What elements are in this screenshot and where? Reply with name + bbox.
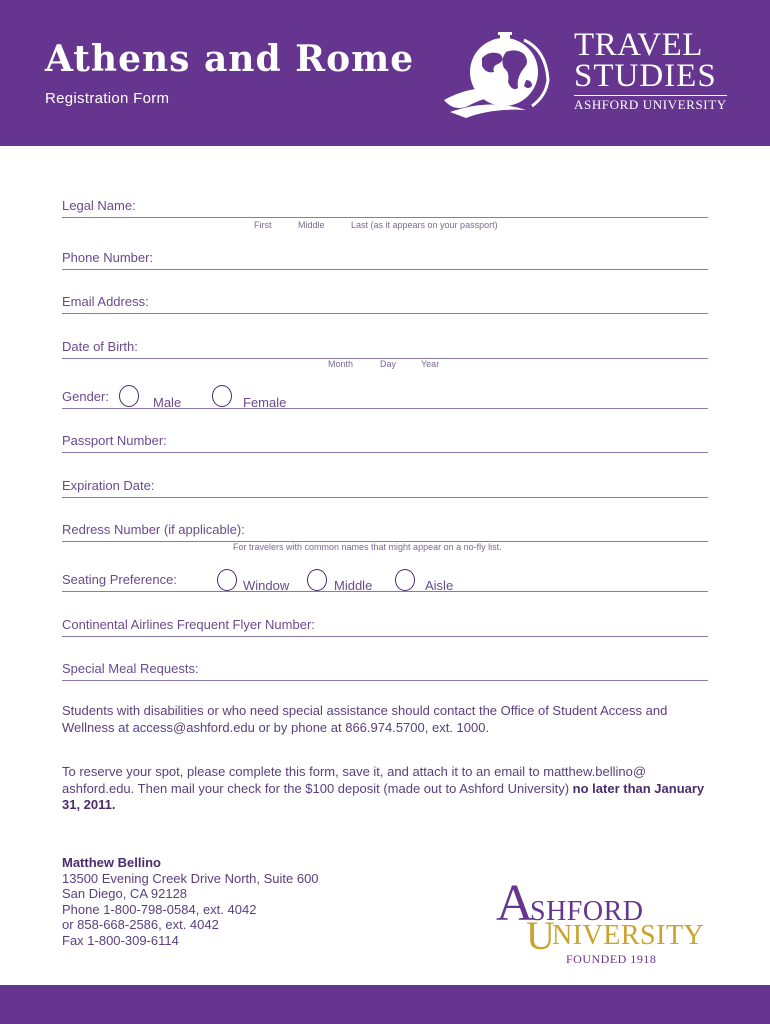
page-title: Athens and Rome xyxy=(45,38,415,80)
seating-middle-label: Middle xyxy=(334,578,373,593)
dob-day-caption: Day xyxy=(380,359,397,369)
seating-line xyxy=(62,591,708,592)
legal-name-first-caption: First xyxy=(254,220,272,230)
gender-female-label: Female xyxy=(243,395,287,410)
legal-name-last-caption: Last (as it appears on your passport) xyxy=(351,220,498,230)
contact-name: Matthew Bellino xyxy=(62,855,161,870)
phone-label: Phone Number: xyxy=(62,250,154,265)
dob-field[interactable] xyxy=(62,339,708,359)
legal-name-middle-caption: Middle xyxy=(298,220,325,230)
logo-u: U xyxy=(526,913,555,958)
contact-fax: Fax 1-800-309-6114 xyxy=(62,932,179,948)
disabilities-paragraph: Students with disabilities or who need special assistance should contact the Office of Student Access and Wellness at access@ashford.edu or by phone at 866.974.5700, ext. 1000. xyxy=(62,703,668,735)
seating-window-radio[interactable] xyxy=(217,569,237,591)
reserve-text: To reserve your spot, please complete this form, save it, and attach it to an email to matthew.bellino@ ashford.edu. Then mail your check for the $100 deposit (made out to Ashford University) xyxy=(62,764,647,796)
passport-field[interactable] xyxy=(62,433,708,453)
meal-field[interactable] xyxy=(62,661,708,681)
travel-studies-logo xyxy=(574,27,727,112)
footer-banner xyxy=(0,985,770,1024)
logo-niversity: NIVERSITY xyxy=(552,920,705,951)
legal-name-field[interactable] xyxy=(62,198,708,218)
dob-label: Date of Birth: xyxy=(62,339,138,354)
contact-address-2: San Diego, CA 92128 xyxy=(62,886,188,901)
contact-phone-2: or 858-668-2586, ext. 4042 xyxy=(62,917,219,932)
legal-name-line xyxy=(62,217,708,218)
expiration-label: Expiration Date: xyxy=(62,478,155,493)
gender-male-label: Male xyxy=(153,395,182,410)
gender-female-radio[interactable] xyxy=(212,385,232,407)
expiration-field[interactable] xyxy=(62,478,708,498)
expiration-line xyxy=(62,497,708,498)
globe-logo-icon xyxy=(440,28,564,120)
passport-line xyxy=(62,452,708,453)
contact-phone-1: Phone 1-800-798-0584, ext. 4042 xyxy=(62,901,257,917)
brand-line-2: STUDIES xyxy=(574,58,717,94)
seating-window-label: Window xyxy=(243,578,290,593)
meal-line xyxy=(62,680,708,681)
contact-block xyxy=(62,855,319,948)
phone-field[interactable] xyxy=(62,250,708,270)
redress-note: For travelers with common names that might appear on a no-fly list. xyxy=(233,542,502,552)
seating-aisle-label: Aisle xyxy=(425,578,454,593)
frequent-flyer-field[interactable] xyxy=(62,617,708,637)
contact-address-1: 13500 Evening Creek Drive North, Suite 600 xyxy=(62,870,319,886)
gender-label: Gender: xyxy=(62,389,109,404)
brand-line-1: TRAVEL xyxy=(574,27,703,63)
seating-middle-radio[interactable] xyxy=(307,569,327,591)
logo-shford: SHFORD xyxy=(530,896,644,927)
redress-field[interactable] xyxy=(62,522,708,542)
frequent-flyer-line xyxy=(62,636,708,637)
email-line xyxy=(62,313,708,314)
ashford-university-logo xyxy=(496,875,728,970)
dob-year-caption: Year xyxy=(421,359,440,369)
seating-label: Seating Preference: xyxy=(62,572,177,587)
phone-line xyxy=(62,269,708,270)
brand-line-3: ASHFORD UNIVERSITY xyxy=(574,97,727,112)
header-banner xyxy=(0,0,770,146)
page-subtitle: Registration Form xyxy=(45,90,170,107)
dob-month-caption: Month xyxy=(328,359,354,369)
seating-field xyxy=(62,572,708,592)
legal-name-label: Legal Name: xyxy=(62,198,136,213)
reserve-paragraph xyxy=(62,764,712,814)
email-field[interactable] xyxy=(62,294,708,314)
reserve-deadline: no later than January 31, 2011. xyxy=(62,780,705,812)
frequent-flyer-label: Continental Airlines Frequent Flyer Number: xyxy=(62,617,315,632)
seating-aisle-radio[interactable] xyxy=(395,569,415,591)
gender-male-radio[interactable] xyxy=(119,385,139,407)
meal-label: Special Meal Requests: xyxy=(62,661,199,676)
passport-label: Passport Number: xyxy=(62,433,167,448)
logo-a: A xyxy=(496,875,534,932)
email-label: Email Address: xyxy=(62,294,149,309)
logo-founded: FOUNDED 1918 xyxy=(566,952,657,966)
redress-label: Redress Number (if applicable): xyxy=(62,522,245,537)
